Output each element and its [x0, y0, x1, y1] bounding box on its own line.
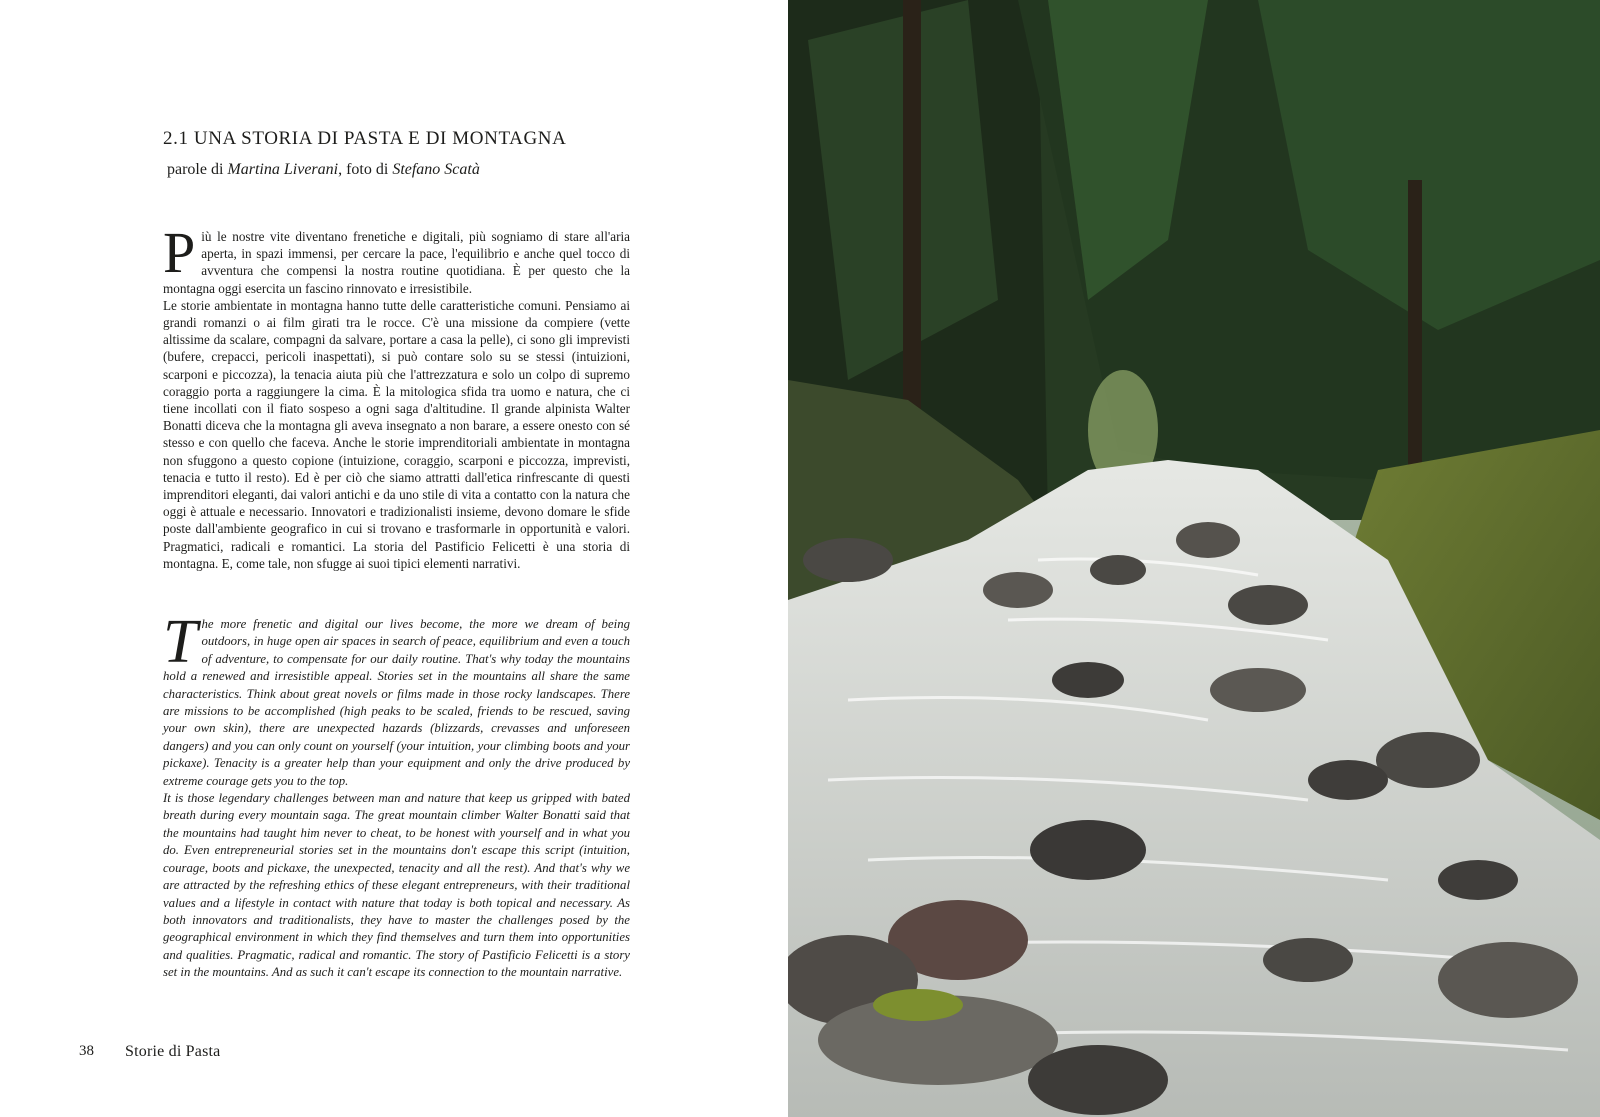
italian-dropcap: P — [163, 220, 196, 285]
italian-paragraph-1-text: iù le nostre vite diventano frenetiche e digitali, più sogniamo di stare all'aria aperta, in spazi immensi, per cercare la pace, l'equilibrio e anche quel tocco di avventura che compensi la nostra routine quotidiana. È per questo che la montagna oggi esercita un fascino rinnovato e irresistibile. — [163, 229, 630, 296]
forest-stream-photo — [788, 0, 1600, 1117]
article-heading: 2.1 UNA STORIA DI PASTA E DI MONTAGNA — [163, 128, 567, 149]
italian-text — [163, 220, 630, 572]
trunk-2 — [1408, 180, 1422, 470]
left-page — [0, 0, 788, 1117]
photo-illustration — [788, 0, 1600, 1117]
english-paragraph-1 — [163, 608, 630, 790]
trunk-1 — [903, 0, 921, 440]
article-byline — [167, 161, 480, 179]
page-number: 38 — [79, 1043, 94, 1059]
english-text — [163, 608, 630, 982]
italian-paragraph-1 — [163, 220, 630, 297]
english-dropcap: T — [163, 608, 198, 676]
moss-on-rock — [873, 989, 963, 1021]
byline-prefix: parole di — [167, 161, 228, 178]
english-paragraph-1-text: he more frenetic and digital our lives become, the more we dream of being outdoors, in huge open air spaces in search of peace, equilibrium and even a touch of adventure, to compensate for our daily routine. That's why today the mountains hold a renewed and irresistible appeal. Stories set in the mountains all share the same characteristics. Think about great novels or films made in those rocky landscapes. There are missions to be accomplished (high peaks to be scaled, friends to be rescued, saving your own skin), there are unexpected hazards (blizzards, crevasses and unforeseen dangers) and you can only count on yourself (your intuition, your climbing boots and your pickaxe). Tenacity is a greater help than your equipment and only the drive produced by extreme courage gets you to the top. — [163, 617, 630, 788]
byline-middle: , foto di — [338, 161, 393, 178]
byline-photographer: Stefano Scatà — [392, 161, 480, 178]
english-paragraph-2: It is those legendary challenges between man and nature that keep us gripped with bated breath during every mountain saga. The great mountain climber Walter Bonatti said that the mountains had taught him never to cheat, to be honest with yourself and in what you do. Even entrepreneurial stories set in the mountains don't escape this script (intuition, courage, boots and pickaxe, the unexpected, tenacity and all the rest). And that's why we are attracted by the refreshing ethics of these elegant entrepreneurs, with their traditional values and a lifestyle in contact with nature that today is both topical and necessary. As both innovators and traditionalists, they have to master the challenges posed by the geographical environment in which they find themselves and turn them into opportunities and qualities. Pragmatic, radical and romantic. The story of Pastificio Felicetti is a story set in the mountains. And as such it can't escape its connection to the mountain narrative. — [163, 791, 630, 980]
running-title: Storie di Pasta — [125, 1043, 221, 1060]
byline-author: Martina Liverani — [227, 161, 339, 178]
italian-paragraph-2: Le storie ambientate in montagna hanno tutte delle caratteristiche comuni. Pensiamo ai grandi romanzi o ai film girati tra le rocce. C'è una missione da compiere (vette altissime da scalare, compagni da salvare, portare a casa la pelle), ci sono gli imprevisti (bufere, crepacci, pericoli inaspettati), si può contare solo su se stessi (intuizioni, scarponi e piccozza), la tenacia aiuta più che l'attrezzatura e solo un colpo di supremo coraggio porta a raggiungere la cima. È la mitologica sfida tra uomo e natura, che ci tiene incollati con il fiato sospeso a ogni saga d'altitudine. Il grande alpinista Walter Bonatti diceva che la montagna gli aveva insegnato a non barare, a essere onesto con sé stesso e con quello che faceva. Anche le storie imprenditoriali ambientate in montagna non sfuggono a questo copione (intuizione, coraggio, scarponi e piccozza, imprevisti, tenacia e tutto il resto). Ed è per ciò che siamo attratti dall'etica rinfrescante di questi imprenditori eleganti, dai valori antichi e da uno stile di vita a contatto con la natura che oggi è attuale e necessario. Innovatori e tradizionalisti insieme, devono domare le sfide poste dall'ambiente geografico in cui si trovano e trasformarle in opportunità e valori. Pragmatici, radicali e romantici. La storia del Pastificio Felicetti è una storia di montagna. E, come tale, non sfugge ai suoi tipici elementi narrativi. — [163, 297, 630, 571]
